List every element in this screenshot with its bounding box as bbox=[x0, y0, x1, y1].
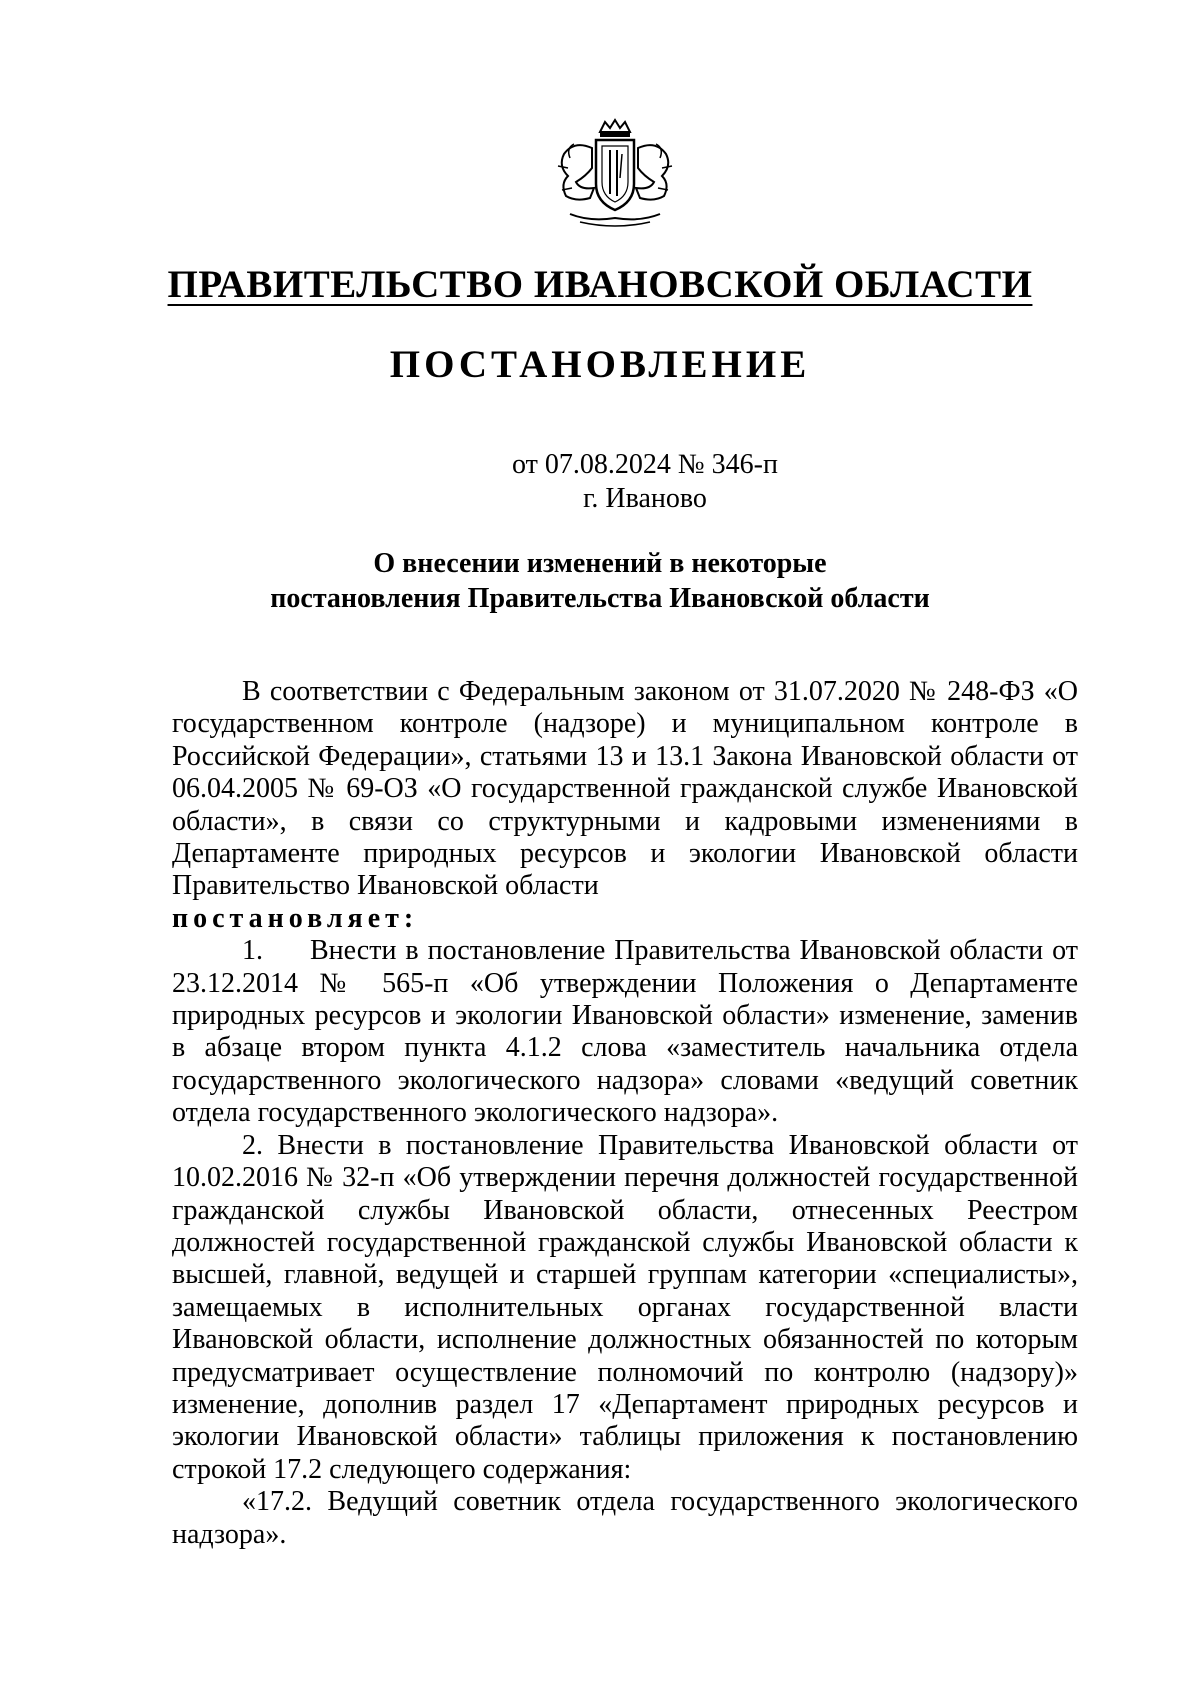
ivanovo-coat-of-arms-icon bbox=[550, 118, 680, 230]
document-type: ПОСТАНОВЛЕНИЕ bbox=[389, 343, 811, 386]
preamble-paragraph: В соответствии с Федеральным законом от 31.07.2020 № 248-ФЗ «О государственном контроле (надзоре) и муниципальном контроле в Российской Федерации», статьями 13 и 13.1 Закона Ивановской области от 06.04.2005 № 69-ОЗ «О государственной гражданской службе Ивановской области», в связи со структурными и кадровыми изменениями в Департаменте природных ресурсов и экологии Ивановской области Правительство Ивановской области bbox=[172, 676, 1078, 902]
subject-line-2: постановления Правительства Ивановской области bbox=[270, 583, 930, 614]
government-title: ПРАВИТЕЛЬСТВО ИВАНОВСКОЙ ОБЛАСТИ bbox=[167, 263, 1033, 306]
decides-line: постановляет: bbox=[172, 902, 419, 934]
date-number: от 07.08.2024 № 346-п bbox=[512, 449, 778, 480]
item-2-quote-paragraph: «17.2. Ведущий советник отдела государственного экологического надзора». bbox=[172, 1486, 1078, 1550]
document-body bbox=[172, 676, 1078, 1551]
item-1-paragraph: 1. Внести в постановление Правительства Ивановской области от 23.12.2014 № 565-п «Об утверждении Положения о Департаменте природных ресурсов и экологии Ивановской области» изменение, заменив в абзаце втором пункта 4.1.2 слова «заместитель начальника отдела государственного экологического надзора» словами «ведущий советник отдела государственного экологического надзора». bbox=[172, 935, 1078, 1129]
item-2-paragraph: 2. Внести в постановление Правительства Ивановской области от 10.02.2016 № 32-п «Об утверждении перечня должностей государственной гражданской службы Ивановской области, отнесенных Реестром должностей государственной гражданской службы Ивановской области к высшей, главной, ведущей и старшей группам категории «специалисты», замещаемых в исполнительных органах государственной власти Ивановской области, исполнение должностных обязанностей по которым предусматривает осуществление полномочий по контролю (надзору)» изменение, дополнив раздел 17 «Департамент природных ресурсов и экологии Ивановской области» таблицы приложения к постановлению строкой 17.2 следующего содержания: bbox=[172, 1129, 1078, 1485]
subject-line-1: О внесении изменений в некоторые bbox=[373, 548, 827, 579]
document-meta bbox=[0, 448, 1200, 516]
city: г. Иваново bbox=[583, 483, 707, 514]
document-subject bbox=[0, 546, 1200, 616]
